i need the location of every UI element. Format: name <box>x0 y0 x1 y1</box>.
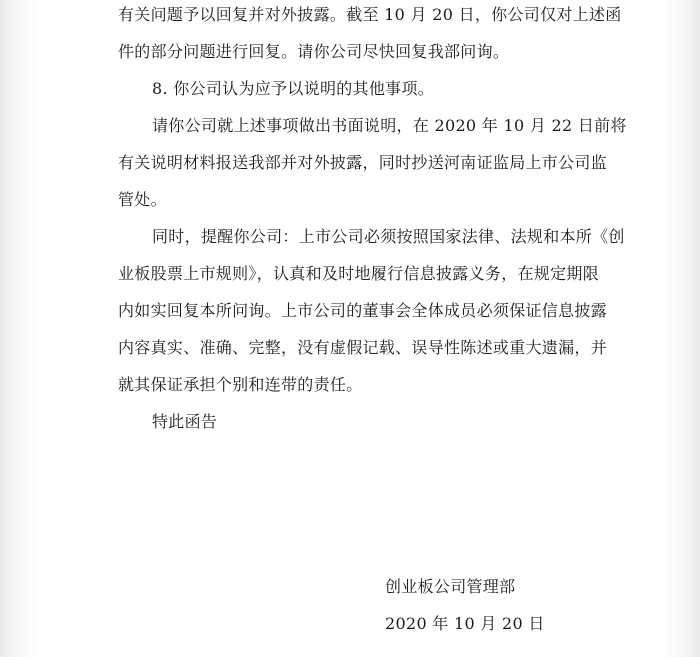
body-line: 内如实回复本所问询。上市公司的董事会全体成员必须保证信息披露 <box>118 301 608 320</box>
body-line: 请你公司就上述事项做出书面说明，在 2020 年 10 月 22 日前将 <box>152 116 627 135</box>
item-eight: 8. 你公司认为应予以说明的其他事项。 <box>152 79 435 98</box>
body-line: 有关说明材料报送我部并对外披露，同时抄送河南证监局上市公司监 <box>118 153 608 172</box>
body-line: 有关问题予以回复并对外披露。截至 10 月 20 日，你公司仅对上述函 <box>118 5 622 24</box>
signature-department: 创业板公司管理部 <box>385 577 516 596</box>
body-line: 业板股票上市规则》，认真和及时地履行信息披露义务，在规定期限 <box>118 264 600 283</box>
body-line: 就其保证承担个别和连带的责任。 <box>118 375 363 394</box>
signature-date: 2020 年 10 月 20 日 <box>385 614 545 633</box>
body-line: 内容真实、准确、完整，没有虚假记载、误导性陈述或重大遗漏，并 <box>118 338 608 357</box>
body-line: 管处。 <box>118 190 167 209</box>
body-line: 件的部分问题进行回复。请你公司尽快回复我部问询。 <box>118 42 510 61</box>
body-line: 同时，提醒你公司：上市公司必须按照国家法律、法规和本所《创 <box>152 227 625 246</box>
closing-line: 特此函告 <box>152 412 218 431</box>
